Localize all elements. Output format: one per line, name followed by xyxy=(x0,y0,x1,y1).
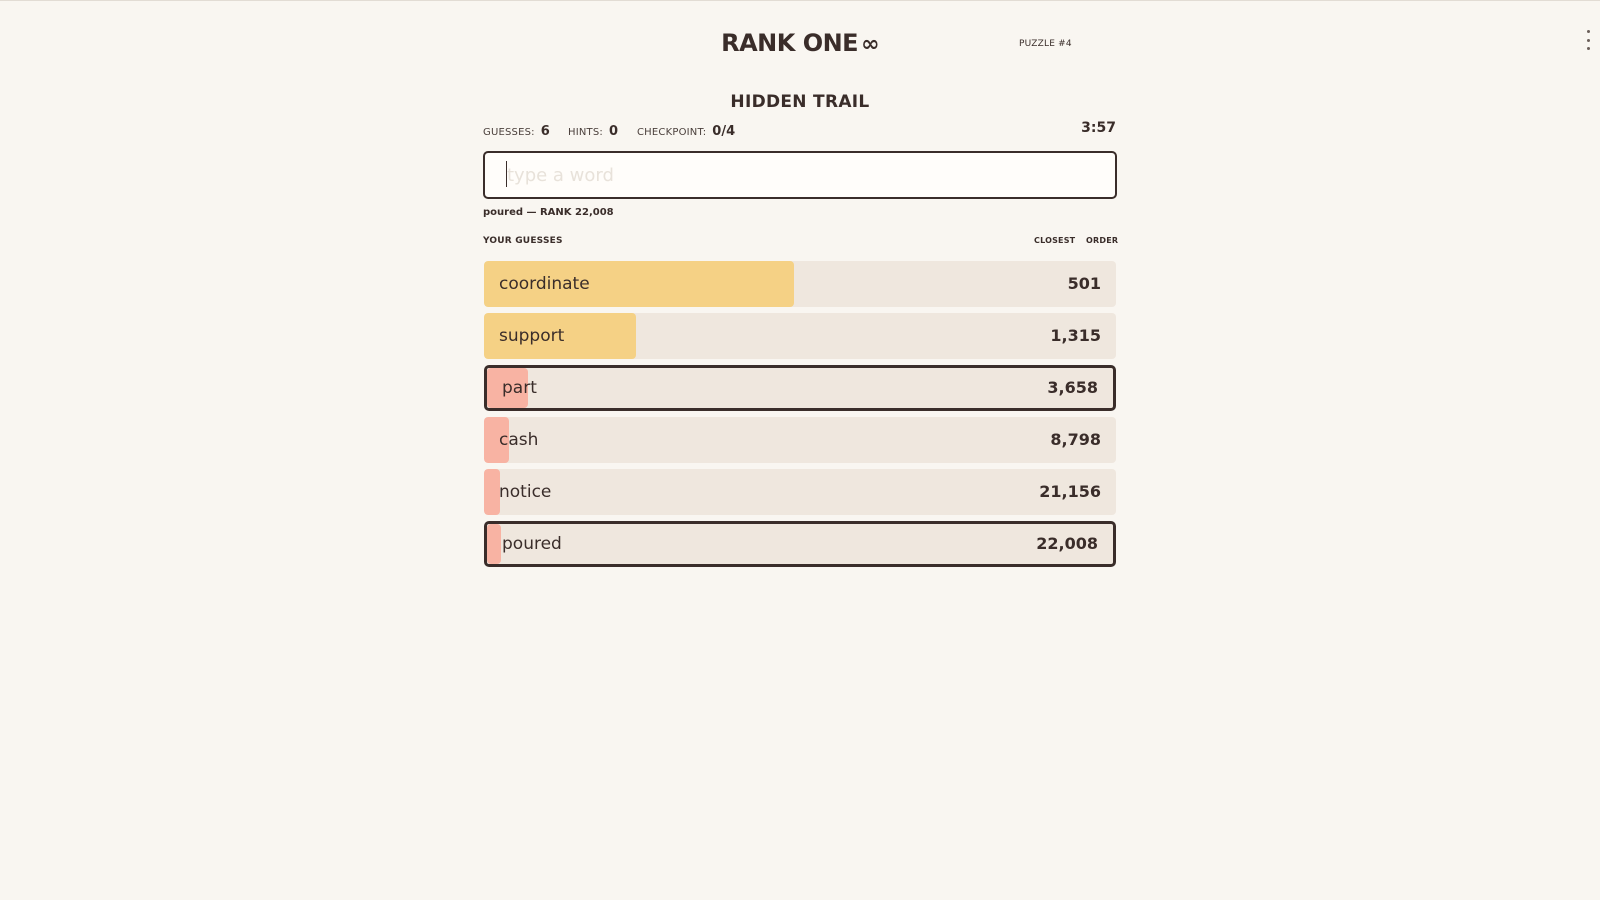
logo-text: RANK ONE xyxy=(721,29,859,57)
guess-rank: 22,008 xyxy=(1036,534,1098,553)
top-divider xyxy=(0,0,1600,1)
guess-row[interactable] xyxy=(484,521,1116,567)
guess-word: cash xyxy=(499,430,539,450)
mode-title: HIDDEN TRAIL xyxy=(730,92,870,112)
sort-order-button[interactable]: ORDER xyxy=(1086,236,1119,245)
guesses-count-stat xyxy=(483,120,550,139)
guess-word: notice xyxy=(499,482,552,502)
sort-closest-button[interactable]: CLOSEST xyxy=(1034,236,1076,245)
guess-row[interactable] xyxy=(484,417,1116,463)
checkpoint-label: CHECKPOINT: xyxy=(637,127,707,138)
checkpoint-value: 0/4 xyxy=(712,124,736,139)
guesses-count-label: GUESSES: xyxy=(483,127,535,138)
guess-rank: 21,156 xyxy=(1039,482,1101,501)
guesses-title: YOUR GUESSES xyxy=(483,236,563,246)
guess-rank: 501 xyxy=(1067,274,1101,293)
word-input[interactable] xyxy=(483,151,1117,199)
stats-bar xyxy=(483,120,1116,138)
text-caret xyxy=(506,161,507,187)
checkpoint-stat xyxy=(637,120,735,139)
guess-word: poured xyxy=(502,534,562,554)
more-vertical-icon[interactable] xyxy=(1583,30,1593,50)
guesses-count-value: 6 xyxy=(540,124,550,139)
guess-row[interactable] xyxy=(484,365,1116,411)
guess-rank: 3,658 xyxy=(1047,378,1098,397)
guess-row[interactable] xyxy=(484,261,1116,307)
guesses-header xyxy=(483,236,1117,250)
timer: 3:57 xyxy=(1081,120,1116,136)
guess-list xyxy=(484,261,1116,573)
guess-row[interactable] xyxy=(484,469,1116,515)
last-guess-result: poured — RANK 22,008 xyxy=(483,207,614,218)
guess-word: part xyxy=(502,378,537,398)
hints-stat xyxy=(568,120,618,139)
puzzle-number: PUZZLE #4 xyxy=(1019,39,1072,49)
closeness-bar xyxy=(487,524,501,564)
guess-rank: 1,315 xyxy=(1050,326,1101,345)
hints-label: HINTS: xyxy=(568,127,603,138)
closeness-bar xyxy=(484,469,500,515)
infinity-icon: ∞ xyxy=(861,32,879,57)
guess-rank: 8,798 xyxy=(1050,430,1101,449)
guess-word: coordinate xyxy=(499,274,590,294)
guess-row[interactable] xyxy=(484,313,1116,359)
guess-word: support xyxy=(499,326,565,346)
logo[interactable] xyxy=(0,29,1600,57)
hints-value: 0 xyxy=(608,124,619,139)
